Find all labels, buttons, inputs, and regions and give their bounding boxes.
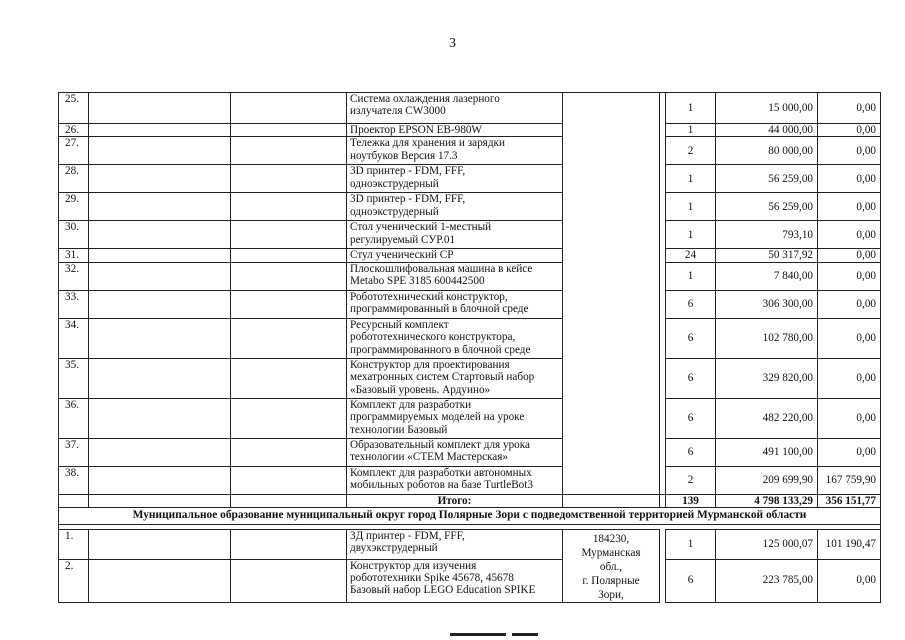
item-name-line: одноэкструдерный xyxy=(350,177,439,190)
table-row xyxy=(59,124,881,137)
item-name-line: технологии Базовый xyxy=(350,423,448,436)
address-cell xyxy=(563,221,660,249)
quantity: 1 xyxy=(666,124,716,137)
item-name-cell xyxy=(347,249,563,262)
row-number: 28. xyxy=(59,165,89,193)
item-name-line: 3Д принтер - FDM, FFF, xyxy=(350,529,465,542)
address-cell xyxy=(563,290,660,318)
address-cell xyxy=(563,358,660,398)
table-row xyxy=(59,438,881,466)
co-financing: 167 759,90 xyxy=(818,466,881,494)
amount: 50 317,92 xyxy=(716,249,818,262)
address-cell xyxy=(563,398,660,438)
quantity: 1 xyxy=(666,165,716,193)
address-line: Зори, xyxy=(598,588,624,601)
item-name-cell xyxy=(347,438,563,466)
empty-cell xyxy=(231,318,347,358)
empty-cell xyxy=(231,221,347,249)
item-name-line: Проектор EPSON EB-980W xyxy=(350,124,482,136)
amount: 793,10 xyxy=(716,221,818,249)
row-number: 30. xyxy=(59,221,89,249)
empty-cell xyxy=(231,165,347,193)
item-name-line: Комплект для разработки xyxy=(350,398,472,411)
amount: 15 000,00 xyxy=(716,93,818,124)
footer-rule xyxy=(450,633,506,636)
row-number: 38. xyxy=(59,466,89,494)
address-line: обл., xyxy=(599,560,623,573)
empty-cell xyxy=(231,398,347,438)
empty-cell xyxy=(231,559,347,602)
item-name-cell xyxy=(347,559,563,602)
table-row xyxy=(59,358,881,398)
co-financing: 0,00 xyxy=(818,221,881,249)
quantity: 1 xyxy=(666,262,716,290)
item-name-line: Ресурсный комплект xyxy=(350,318,449,331)
co-financing: 0,00 xyxy=(818,165,881,193)
quantity: 1 xyxy=(666,93,716,124)
quantity: 24 xyxy=(666,249,716,262)
co-financing: 0,00 xyxy=(818,318,881,358)
amount: 482 220,00 xyxy=(716,398,818,438)
row-number: 33. xyxy=(59,290,89,318)
empty-cell xyxy=(563,494,660,507)
co-financing: 0,00 xyxy=(818,398,881,438)
row-number: 37. xyxy=(59,438,89,466)
item-name-cell xyxy=(347,358,563,398)
quantity: 1 xyxy=(666,221,716,249)
item-name-line: двухэкструдерный xyxy=(350,542,438,555)
item-name-cell xyxy=(347,193,563,221)
empty-cell xyxy=(231,137,347,165)
empty-cell xyxy=(89,137,231,165)
table-row xyxy=(59,165,881,193)
table-row xyxy=(59,466,881,494)
amount: 125 000,07 xyxy=(716,529,818,559)
table-row xyxy=(59,318,881,358)
row-number: 36. xyxy=(59,398,89,438)
address-cell xyxy=(563,249,660,262)
item-name-line: Конструктор для изучения xyxy=(350,559,477,572)
empty-cell xyxy=(89,124,231,137)
empty-cell xyxy=(89,438,231,466)
address-cell xyxy=(563,165,660,193)
amount: 306 300,00 xyxy=(716,290,818,318)
address-cell xyxy=(563,438,660,466)
co-financing: 0,00 xyxy=(818,249,881,262)
address-cell xyxy=(563,193,660,221)
empty-cell xyxy=(89,165,231,193)
item-name-cell xyxy=(347,318,563,358)
address-cell xyxy=(563,137,660,165)
section-header-row xyxy=(59,508,881,524)
co-financing: 0,00 xyxy=(818,438,881,466)
amount: 56 259,00 xyxy=(716,193,818,221)
co-financing: 0,00 xyxy=(818,137,881,165)
empty-cell xyxy=(231,466,347,494)
empty-cell xyxy=(89,221,231,249)
amount: 44 000,00 xyxy=(716,124,818,137)
table-row xyxy=(59,398,881,438)
address-cell xyxy=(563,318,660,358)
item-name-line: «Базовый уровень. Ардуино» xyxy=(350,383,491,396)
empty-cell xyxy=(89,318,231,358)
empty-cell xyxy=(89,262,231,290)
empty-cell xyxy=(89,193,231,221)
empty-cell xyxy=(89,290,231,318)
table-row xyxy=(59,137,881,165)
item-name-line: Робототехнический конструктор, xyxy=(350,290,508,303)
table-row xyxy=(59,529,881,559)
item-name-line: мехатронных систем Стартовый набор xyxy=(350,371,535,384)
quantity: 6 xyxy=(666,318,716,358)
item-name-line: 3D принтер - FDM, FFF, xyxy=(350,193,466,206)
table-row xyxy=(59,262,881,290)
address-line: г. Полярные xyxy=(582,574,640,587)
quantity: 6 xyxy=(666,438,716,466)
total-quantity: 139 xyxy=(666,494,716,507)
item-name-line: Конструктор для проектирования xyxy=(350,358,510,371)
table-row xyxy=(59,93,881,124)
item-name-line: программированного в блочной среде xyxy=(350,343,531,356)
empty-cell xyxy=(89,93,231,124)
amount: 102 780,00 xyxy=(716,318,818,358)
item-name-cell xyxy=(347,262,563,290)
footer-rule xyxy=(512,633,538,636)
item-name-cell xyxy=(347,398,563,438)
empty-cell xyxy=(231,124,347,137)
empty-cell xyxy=(89,494,231,507)
empty-cell xyxy=(89,249,231,262)
empty-cell xyxy=(89,529,231,559)
row-number: 31. xyxy=(59,249,89,262)
address-cell xyxy=(563,124,660,137)
co-financing: 0,00 xyxy=(818,93,881,124)
co-financing: 0,00 xyxy=(818,124,881,137)
address-line: Мурманская xyxy=(581,546,641,559)
item-name-line: ноутбуков Версия 17.3 xyxy=(350,149,458,162)
total-label: Итого: xyxy=(347,494,563,507)
item-name-line: Образовательный комплект для урока xyxy=(350,438,530,451)
address-line: 184230, xyxy=(592,532,630,545)
item-name-cell xyxy=(347,165,563,193)
co-financing: 0,00 xyxy=(818,290,881,318)
item-name-line: Стул ученический СР xyxy=(350,249,454,262)
row-number: 2. xyxy=(59,559,89,602)
item-name-line: Тележка для хранения и зарядки xyxy=(350,137,505,150)
empty-cell xyxy=(231,438,347,466)
item-name-cell xyxy=(347,124,563,137)
quantity: 6 xyxy=(666,290,716,318)
amount: 223 785,00 xyxy=(716,559,818,602)
empty-cell xyxy=(89,398,231,438)
empty-cell xyxy=(89,358,231,398)
empty-cell xyxy=(231,529,347,559)
page-number: 3 xyxy=(449,36,456,51)
amount: 56 259,00 xyxy=(716,165,818,193)
item-name-line: Базовый набор LEGO Education SPIKE xyxy=(350,584,536,597)
empty-cell xyxy=(231,494,347,507)
amount: 491 100,00 xyxy=(716,438,818,466)
co-financing: 101 190,47 xyxy=(818,529,881,559)
item-name-line: робототехники Spike 45678, 45678 xyxy=(350,572,514,585)
co-financing: 0,00 xyxy=(818,559,881,602)
item-name-line: Metabo SPE 3185 600442500 xyxy=(350,275,485,288)
quantity: 1 xyxy=(666,529,716,559)
row-number: 27. xyxy=(59,137,89,165)
amount: 329 820,00 xyxy=(716,358,818,398)
item-name-cell xyxy=(347,93,563,124)
item-name-line: регулируемый СУР.01 xyxy=(350,233,456,246)
row-number: 1. xyxy=(59,529,89,559)
row-number: 35. xyxy=(59,358,89,398)
item-name-line: Плоскошлифовальная машина в кейсе xyxy=(350,262,533,275)
row-number: 29. xyxy=(59,193,89,221)
item-name-line: программируемых моделей на уроке xyxy=(350,411,525,424)
item-name-cell xyxy=(347,529,563,559)
empty-cell xyxy=(231,358,347,398)
row-number: 26. xyxy=(59,124,89,137)
address-cell xyxy=(563,529,660,602)
row-number: 32. xyxy=(59,262,89,290)
row-number: 25. xyxy=(59,93,89,124)
amount: 209 699,90 xyxy=(716,466,818,494)
item-name-line: мобильных роботов на базе TurtleBot3 xyxy=(350,479,533,492)
quantity: 2 xyxy=(666,137,716,165)
empty-cell xyxy=(231,93,347,124)
empty-cell xyxy=(231,290,347,318)
table-row xyxy=(59,193,881,221)
total-row xyxy=(59,494,881,507)
empty-cell xyxy=(231,193,347,221)
address-cell xyxy=(563,466,660,494)
quantity: 2 xyxy=(666,466,716,494)
total-amount: 4 798 133,29 xyxy=(716,494,818,507)
address-cell xyxy=(563,262,660,290)
table-row xyxy=(59,221,881,249)
item-name-line: Стол ученический 1-местный xyxy=(350,221,492,234)
item-name-line: программированный в блочной среде xyxy=(350,303,529,316)
row-number: 34. xyxy=(59,318,89,358)
item-name-line: Система охлаждения лазерного xyxy=(350,93,500,105)
table-row xyxy=(59,559,881,602)
item-name-cell xyxy=(347,137,563,165)
amount: 7 840,00 xyxy=(716,262,818,290)
item-name-cell xyxy=(347,221,563,249)
section-title: Муниципальное образование муниципальный округ город Полярные Зори с подведомственной территорией Мурманской области xyxy=(59,508,881,524)
item-name-line: излучателя CW3000 xyxy=(350,105,446,118)
item-name-line: робототехнического конструктора, xyxy=(350,331,516,344)
table-row xyxy=(59,290,881,318)
quantity: 6 xyxy=(666,358,716,398)
empty-cell xyxy=(59,494,89,507)
item-name-cell xyxy=(347,466,563,494)
empty-cell xyxy=(231,249,347,262)
co-financing: 0,00 xyxy=(818,358,881,398)
empty-cell xyxy=(231,262,347,290)
item-name-line: одноэкструдерный xyxy=(350,205,439,218)
equipment-table xyxy=(58,92,881,603)
quantity: 6 xyxy=(666,398,716,438)
co-financing: 0,00 xyxy=(818,193,881,221)
quantity: 1 xyxy=(666,193,716,221)
item-name-line: Комплект для разработки автономных xyxy=(350,466,532,479)
item-name-line: технологии «СТЕМ Мастерская» xyxy=(350,451,509,464)
item-name-cell xyxy=(347,290,563,318)
item-name-line: 3D принтер - FDM, FFF, xyxy=(350,165,466,178)
empty-cell xyxy=(89,466,231,494)
quantity: 6 xyxy=(666,559,716,602)
co-financing: 0,00 xyxy=(818,262,881,290)
amount: 80 000,00 xyxy=(716,137,818,165)
total-co-financing: 356 151,77 xyxy=(818,494,881,507)
empty-cell xyxy=(89,559,231,602)
table-row xyxy=(59,249,881,262)
address-cell xyxy=(563,93,660,124)
